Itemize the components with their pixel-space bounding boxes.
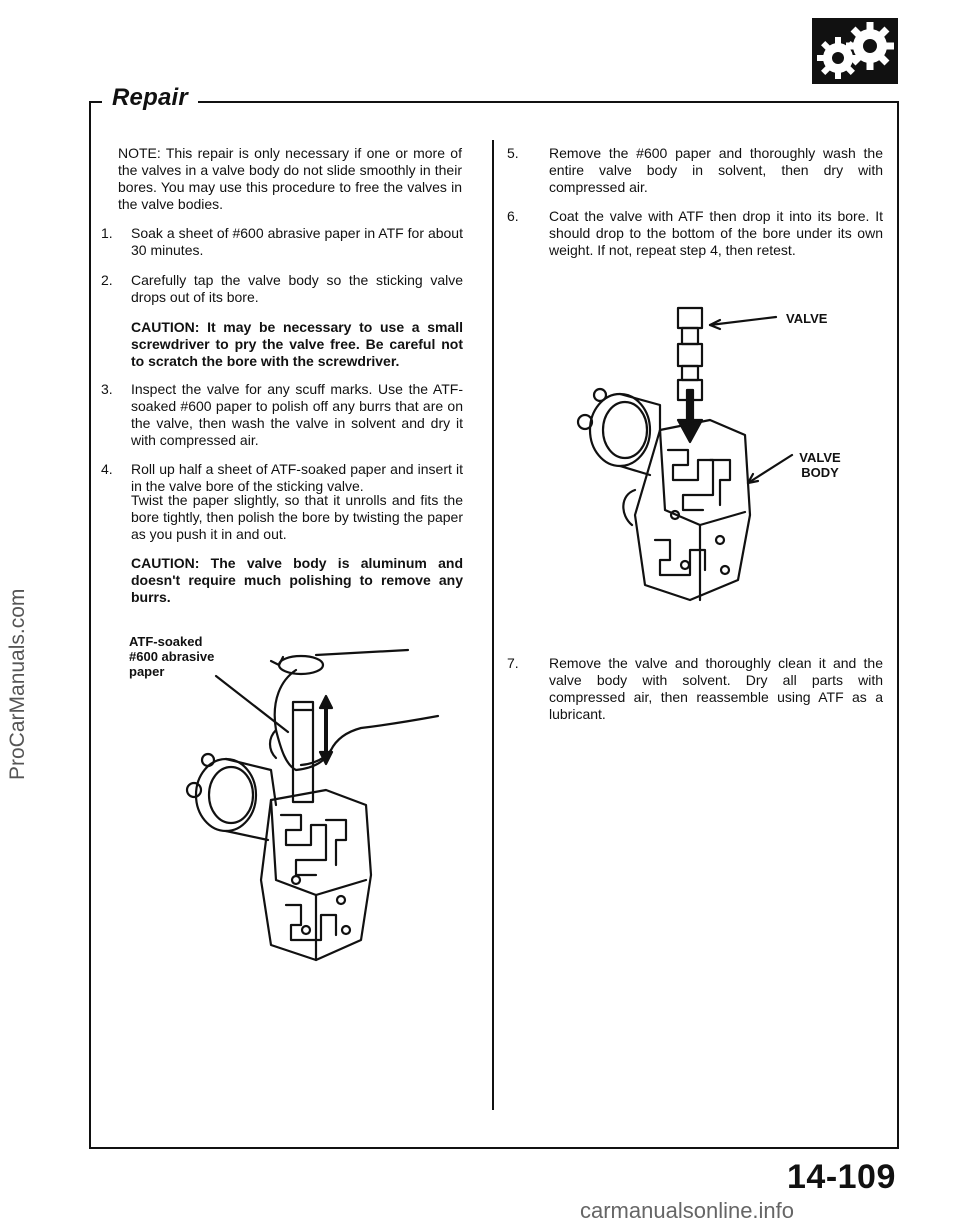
step-number: 4.	[101, 461, 113, 477]
column-divider	[492, 140, 494, 1110]
step-number: 2.	[101, 272, 113, 288]
step-text: Soak a sheet of #600 abrasive paper in ATF for about 30 minutes.	[131, 225, 463, 258]
side-watermark: ProCarManuals.com	[6, 588, 29, 780]
step-4-continued: Twist the paper slightly, so that it unrolls and fits the bore tightly, then polish the bore by twisting the paper as you push it in and out.	[131, 492, 463, 542]
valve-drop-illustration	[560, 300, 820, 610]
caution-pry-valve: CAUTION: It may be necessary to use a small screwdriver to pry the valve free. Be careful not to scratch the bore with the screwdriver.	[131, 319, 463, 369]
gears-icon	[812, 18, 898, 84]
step-text: Coat the valve with ATF then drop it into its bore. It should drop to the bottom of the bore under its own weight. If not, repeat step 4, then retest.	[549, 208, 883, 258]
bottom-watermark: carmanualsonline.info	[580, 1198, 795, 1223]
step-text: Inspect the valve for any scuff marks. Use the ATF-soaked #600 paper to polish off any burrs that are on the valve, then wash the valve in solvent and dry it with compressed air.	[131, 381, 463, 448]
polishing-bore-illustration	[176, 640, 446, 970]
caution-aluminum: CAUTION: The valve body is aluminum and doesn't require much polishing to remove any burrs.	[131, 555, 463, 605]
note-paragraph: NOTE: This repair is only necessary if one or more of the valves in a valve body do not slide smoothly in their bores. You may use this procedure to free the valves in the valve bodies.	[118, 145, 462, 212]
step-text: Carefully tap the valve body so the sticking valve drops out of its bore.	[131, 272, 463, 305]
abrasive-paper-label: ATF-soaked #600 abrasive paper	[129, 634, 215, 679]
step-text: Roll up half a sheet of ATF-soaked paper and insert it in the valve bore of the sticking valve.	[131, 461, 463, 494]
valve-label: VALVE	[786, 311, 828, 326]
step-number: 6.	[507, 208, 519, 224]
step-number: 3.	[101, 381, 113, 397]
page-number: 14-109	[787, 1158, 896, 1196]
step-text: Remove the valve and thoroughly clean it and the valve body with solvent. Dry all parts with compressed air, then reassemble using ATF as a lubricant.	[549, 655, 883, 722]
step-number: 7.	[507, 655, 519, 671]
step-number: 1.	[101, 225, 113, 241]
step-text: Remove the #600 paper and thoroughly wash the entire valve body in solvent, then dry with compressed air.	[549, 145, 883, 195]
section-title: Repair	[112, 84, 188, 111]
valve-body-label: VALVE BODY	[799, 450, 841, 480]
step-number: 5.	[507, 145, 519, 161]
section-title-wrap	[102, 84, 198, 112]
